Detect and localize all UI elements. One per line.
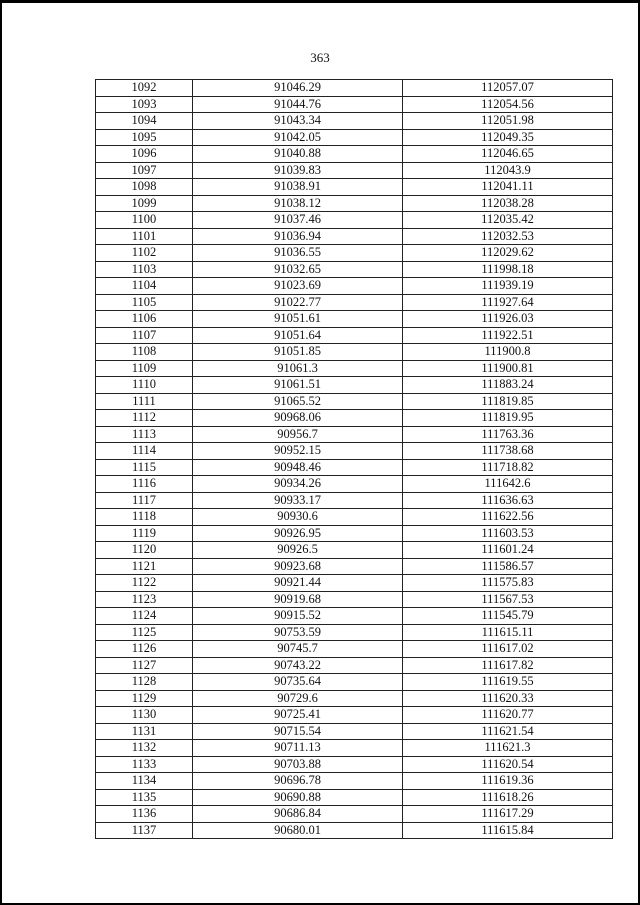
x-coordinate-cell: 91037.46 (193, 212, 403, 229)
point-number-cell: 1134 (96, 773, 193, 790)
point-number-cell: 1129 (96, 690, 193, 707)
y-coordinate-cell: 111738.68 (403, 443, 613, 460)
x-coordinate-cell: 90926.95 (193, 525, 403, 542)
x-coordinate-cell: 91051.61 (193, 311, 403, 328)
table-row (96, 146, 613, 163)
y-coordinate-cell: 111763.36 (403, 426, 613, 443)
x-coordinate-cell: 91051.85 (193, 344, 403, 361)
x-coordinate-cell: 90686.84 (193, 806, 403, 823)
point-number-cell: 1104 (96, 278, 193, 295)
table-row (96, 96, 613, 113)
table-row (96, 129, 613, 146)
x-coordinate-cell: 91036.94 (193, 228, 403, 245)
x-coordinate-cell: 90919.68 (193, 591, 403, 608)
y-coordinate-cell: 111642.6 (403, 476, 613, 493)
table-row (96, 360, 613, 377)
y-coordinate-cell: 111617.02 (403, 641, 613, 658)
x-coordinate-cell: 91036.55 (193, 245, 403, 262)
scan-border-left (0, 0, 2, 905)
y-coordinate-cell: 111900.81 (403, 360, 613, 377)
table-row (96, 261, 613, 278)
x-coordinate-cell: 90934.26 (193, 476, 403, 493)
x-coordinate-cell: 91023.69 (193, 278, 403, 295)
x-coordinate-cell: 90968.06 (193, 410, 403, 427)
table-row (96, 723, 613, 740)
point-number-cell: 1115 (96, 459, 193, 476)
table-row (96, 822, 613, 839)
table-row (96, 476, 613, 493)
x-coordinate-cell: 91038.12 (193, 195, 403, 212)
y-coordinate-cell: 112054.56 (403, 96, 613, 113)
x-coordinate-cell: 90948.46 (193, 459, 403, 476)
x-coordinate-cell: 91051.64 (193, 327, 403, 344)
table-row (96, 393, 613, 410)
point-number-cell: 1132 (96, 740, 193, 757)
x-coordinate-cell: 90703.88 (193, 756, 403, 773)
y-coordinate-cell: 111620.54 (403, 756, 613, 773)
point-number-cell: 1130 (96, 707, 193, 724)
y-coordinate-cell: 111939.19 (403, 278, 613, 295)
table-row (96, 806, 613, 823)
point-number-cell: 1098 (96, 179, 193, 196)
y-coordinate-cell: 111926.03 (403, 311, 613, 328)
y-coordinate-cell: 111619.55 (403, 674, 613, 691)
x-coordinate-cell: 90743.22 (193, 657, 403, 674)
point-number-cell: 1124 (96, 608, 193, 625)
x-coordinate-cell: 91061.51 (193, 377, 403, 394)
y-coordinate-cell: 112051.98 (403, 113, 613, 130)
point-number-cell: 1120 (96, 542, 193, 559)
y-coordinate-cell: 111636.63 (403, 492, 613, 509)
table-row (96, 459, 613, 476)
table-row (96, 311, 613, 328)
table-row (96, 641, 613, 658)
point-number-cell: 1114 (96, 443, 193, 460)
y-coordinate-cell: 111618.26 (403, 789, 613, 806)
point-number-cell: 1121 (96, 558, 193, 575)
coordinate-table (95, 79, 613, 839)
y-coordinate-cell: 111617.82 (403, 657, 613, 674)
point-number-cell: 1116 (96, 476, 193, 493)
x-coordinate-cell: 90711.13 (193, 740, 403, 757)
point-number-cell: 1092 (96, 80, 193, 97)
point-number-cell: 1093 (96, 96, 193, 113)
point-number-cell: 1127 (96, 657, 193, 674)
y-coordinate-cell: 112046.65 (403, 146, 613, 163)
table-row (96, 773, 613, 790)
y-coordinate-cell: 112041.11 (403, 179, 613, 196)
x-coordinate-cell: 90696.78 (193, 773, 403, 790)
x-coordinate-cell: 91040.88 (193, 146, 403, 163)
y-coordinate-cell: 112049.35 (403, 129, 613, 146)
table-row (96, 278, 613, 295)
x-coordinate-cell: 91046.29 (193, 80, 403, 97)
point-number-cell: 1097 (96, 162, 193, 179)
coordinate-table-body (96, 80, 613, 839)
y-coordinate-cell: 111615.11 (403, 624, 613, 641)
y-coordinate-cell: 111567.53 (403, 591, 613, 608)
point-number-cell: 1101 (96, 228, 193, 245)
y-coordinate-cell: 111615.84 (403, 822, 613, 839)
x-coordinate-cell: 90680.01 (193, 822, 403, 839)
y-coordinate-cell: 112032.53 (403, 228, 613, 245)
point-number-cell: 1113 (96, 426, 193, 443)
y-coordinate-cell: 111619.36 (403, 773, 613, 790)
point-number-cell: 1096 (96, 146, 193, 163)
table-row (96, 327, 613, 344)
y-coordinate-cell: 111819.85 (403, 393, 613, 410)
table-row (96, 492, 613, 509)
point-number-cell: 1123 (96, 591, 193, 608)
point-number-cell: 1137 (96, 822, 193, 839)
y-coordinate-cell: 112043.9 (403, 162, 613, 179)
y-coordinate-cell: 111575.83 (403, 575, 613, 592)
table-row (96, 740, 613, 757)
y-coordinate-cell: 111621.3 (403, 740, 613, 757)
table-row (96, 525, 613, 542)
y-coordinate-cell: 111620.77 (403, 707, 613, 724)
x-coordinate-cell: 90915.52 (193, 608, 403, 625)
table-row (96, 179, 613, 196)
point-number-cell: 1118 (96, 509, 193, 526)
table-row (96, 410, 613, 427)
x-coordinate-cell: 91044.76 (193, 96, 403, 113)
table-row (96, 608, 613, 625)
x-coordinate-cell: 90952.15 (193, 443, 403, 460)
x-coordinate-cell: 91032.65 (193, 261, 403, 278)
y-coordinate-cell: 111620.33 (403, 690, 613, 707)
y-coordinate-cell: 111586.57 (403, 558, 613, 575)
y-coordinate-cell: 111998.18 (403, 261, 613, 278)
y-coordinate-cell: 111617.29 (403, 806, 613, 823)
point-number-cell: 1136 (96, 806, 193, 823)
table-row (96, 789, 613, 806)
x-coordinate-cell: 90933.17 (193, 492, 403, 509)
point-number-cell: 1126 (96, 641, 193, 658)
scan-border-top (0, 0, 640, 3)
point-number-cell: 1100 (96, 212, 193, 229)
table-row (96, 377, 613, 394)
table-row (96, 657, 613, 674)
x-coordinate-cell: 91022.77 (193, 294, 403, 311)
table-row (96, 509, 613, 526)
x-coordinate-cell: 90729.6 (193, 690, 403, 707)
x-coordinate-cell: 91043.34 (193, 113, 403, 130)
table-row (96, 690, 613, 707)
table-row (96, 294, 613, 311)
x-coordinate-cell: 90926.5 (193, 542, 403, 559)
point-number-cell: 1103 (96, 261, 193, 278)
y-coordinate-cell: 111900.8 (403, 344, 613, 361)
table-row (96, 624, 613, 641)
x-coordinate-cell: 91042.05 (193, 129, 403, 146)
point-number-cell: 1133 (96, 756, 193, 773)
y-coordinate-cell: 111601.24 (403, 542, 613, 559)
y-coordinate-cell: 111883.24 (403, 377, 613, 394)
table-row (96, 212, 613, 229)
table-row (96, 80, 613, 97)
table-row (96, 542, 613, 559)
y-coordinate-cell: 112057.07 (403, 80, 613, 97)
table-row (96, 558, 613, 575)
x-coordinate-cell: 90715.54 (193, 723, 403, 740)
table-row (96, 575, 613, 592)
x-coordinate-cell: 90921.44 (193, 575, 403, 592)
table-row (96, 195, 613, 212)
table-row (96, 162, 613, 179)
y-coordinate-cell: 111545.79 (403, 608, 613, 625)
y-coordinate-cell: 111603.53 (403, 525, 613, 542)
x-coordinate-cell: 90725.41 (193, 707, 403, 724)
y-coordinate-cell: 111621.54 (403, 723, 613, 740)
table-row (96, 707, 613, 724)
point-number-cell: 1112 (96, 410, 193, 427)
table-row (96, 113, 613, 130)
point-number-cell: 1094 (96, 113, 193, 130)
point-number-cell: 1102 (96, 245, 193, 262)
point-number-cell: 1117 (96, 492, 193, 509)
y-coordinate-cell: 111922.51 (403, 327, 613, 344)
point-number-cell: 1122 (96, 575, 193, 592)
x-coordinate-cell: 90956.7 (193, 426, 403, 443)
table-row (96, 228, 613, 245)
x-coordinate-cell: 90753.59 (193, 624, 403, 641)
table-row (96, 443, 613, 460)
point-number-cell: 1125 (96, 624, 193, 641)
point-number-cell: 1128 (96, 674, 193, 691)
page-number: 363 (310, 50, 330, 65)
point-number-cell: 1131 (96, 723, 193, 740)
point-number-cell: 1108 (96, 344, 193, 361)
x-coordinate-cell: 90923.68 (193, 558, 403, 575)
x-coordinate-cell: 91065.52 (193, 393, 403, 410)
y-coordinate-cell: 112038.28 (403, 195, 613, 212)
point-number-cell: 1095 (96, 129, 193, 146)
point-number-cell: 1119 (96, 525, 193, 542)
point-number-cell: 1135 (96, 789, 193, 806)
point-number-cell: 1105 (96, 294, 193, 311)
table-row (96, 756, 613, 773)
x-coordinate-cell: 90690.88 (193, 789, 403, 806)
y-coordinate-cell: 111927.64 (403, 294, 613, 311)
point-number-cell: 1107 (96, 327, 193, 344)
y-coordinate-cell: 112035.42 (403, 212, 613, 229)
x-coordinate-cell: 91038.91 (193, 179, 403, 196)
y-coordinate-cell: 111718.82 (403, 459, 613, 476)
table-row (96, 344, 613, 361)
x-coordinate-cell: 90930.6 (193, 509, 403, 526)
table-row (96, 591, 613, 608)
x-coordinate-cell: 91039.83 (193, 162, 403, 179)
table-row (96, 426, 613, 443)
x-coordinate-cell: 91061.3 (193, 360, 403, 377)
x-coordinate-cell: 90735.64 (193, 674, 403, 691)
point-number-cell: 1099 (96, 195, 193, 212)
y-coordinate-cell: 112029.62 (403, 245, 613, 262)
point-number-cell: 1109 (96, 360, 193, 377)
table-row (96, 674, 613, 691)
table-row (96, 245, 613, 262)
y-coordinate-cell: 111819.95 (403, 410, 613, 427)
point-number-cell: 1106 (96, 311, 193, 328)
point-number-cell: 1110 (96, 377, 193, 394)
point-number-cell: 1111 (96, 393, 193, 410)
x-coordinate-cell: 90745.7 (193, 641, 403, 658)
y-coordinate-cell: 111622.56 (403, 509, 613, 526)
